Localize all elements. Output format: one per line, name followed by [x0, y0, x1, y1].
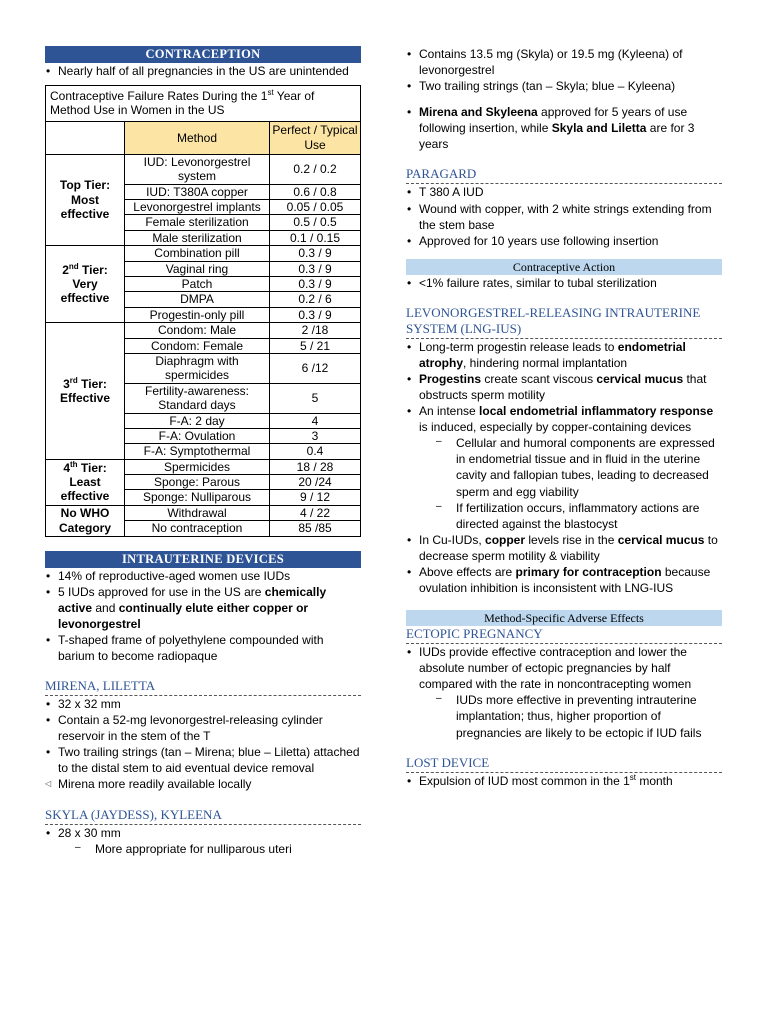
method-cell: Sponge: Nulliparous: [125, 490, 270, 505]
list-item: • In Cu-IUDs, copper levels rise in the cervical mucus to decrease sperm motility & viability: [406, 532, 722, 564]
method-cell: Female sterilization: [125, 215, 270, 230]
intro-list: [45, 63, 361, 79]
mirena-subheading: MIRENA, LILETTA: [45, 678, 361, 696]
list-item: • <1% failure rates, similar to tubal sterilization: [406, 275, 722, 291]
rate-cell: 4 / 22: [270, 505, 361, 520]
rate-cell: 0.2 / 0.2: [270, 154, 361, 184]
list-item: • 32 x 32 mm: [45, 696, 361, 712]
rate-cell: 6 /12: [270, 353, 361, 383]
tier-label: 3rd Tier: Effective: [46, 323, 125, 460]
paragard-list: [406, 184, 722, 248]
list-item: • IUDs provide effective contraception and lower the absolute number of ectopic pregnancies by half compared with the rate in noncontracepting women: [406, 644, 722, 692]
list-item: • Two trailing strings (tan – Skyla; blue – Kyleena): [406, 78, 722, 94]
rate-cell: 0.3 / 9: [270, 261, 361, 276]
list-item: • T 380 A IUD: [406, 184, 722, 200]
rate-cell: 0.05 / 0.05: [270, 200, 361, 215]
list-item: • Contains 13.5 mg (Skyla) or 19.5 mg (Kyleena) of levonorgestrel: [406, 46, 722, 78]
list-item: – IUDs more effective in preventing intrauterine implantation; thus, higher proportion of pregnancies are likely to be ectopic if IUD fails: [406, 692, 722, 740]
rate-cell: 0.3 / 9: [270, 307, 361, 322]
list-item: • Two trailing strings (tan – Mirena; blue – Liletta) attached to the distal stem to aid eventual device removal: [45, 744, 361, 776]
rate-cell: 2 /18: [270, 323, 361, 338]
method-cell: IUD: T380A copper: [125, 184, 270, 199]
method-cell: F-A: 2 day: [125, 413, 270, 428]
method-cell: F-A: Symptothermal: [125, 444, 270, 459]
rate-cell: 0.3 / 9: [270, 246, 361, 261]
rate-cell: 5 / 21: [270, 338, 361, 353]
list-item: • 28 x 30 mm: [45, 825, 361, 841]
method-cell: Fertility-awareness: Standard days: [125, 383, 270, 413]
paragard-subheading: PARAGARD: [406, 166, 722, 184]
tier-label: Top Tier: Most effective: [46, 154, 125, 245]
approval-list: [406, 104, 722, 152]
method-cell: No contraception: [125, 521, 270, 536]
action-list: [406, 275, 722, 291]
list-item: • T-shaped frame of polyethylene compounded with barium to become radiopaque: [45, 632, 361, 664]
lng-list: [406, 339, 722, 596]
list-item: • 14% of reproductive-aged women use IUDs: [45, 568, 361, 584]
lost-device-subheading: LOST DEVICE: [406, 755, 722, 773]
ectopic-sublist: [406, 692, 722, 740]
rate-cell: 0.2 / 6: [270, 292, 361, 307]
table-corner: [46, 121, 125, 154]
list-item: • Approved for 10 years use following insertion: [406, 233, 722, 249]
iud-header: INTRAUTERINE DEVICES: [45, 551, 361, 568]
method-cell: Male sterilization: [125, 230, 270, 245]
left-column: [45, 46, 361, 857]
method-cell: Sponge: Parous: [125, 475, 270, 490]
rate-cell: 0.1 / 0.15: [270, 230, 361, 245]
method-cell: Combination pill: [125, 246, 270, 261]
skyla-continued-list: [406, 46, 722, 94]
list-item: – Cellular and humoral components are expressed in endometrial tissue and in fluid in the uterine cavity and fallopian tubes, leading to decreased sperm and egg viability: [406, 435, 722, 499]
inflammation-sublist: [406, 435, 722, 531]
method-cell: F-A: Ovulation: [125, 428, 270, 443]
rate-cell: 0.5 / 0.5: [270, 215, 361, 230]
list-item: • Mirena and Skyleena approved for 5 years of use following insertion, while Skyla and Liletta are for 3 years: [406, 104, 722, 152]
rate-cell: 3: [270, 428, 361, 443]
rate-cell: 20 /24: [270, 475, 361, 490]
method-cell: Levonorgestrel implants: [125, 200, 270, 215]
table-caption: Contraceptive Failure Rates During the 1st Year of Method Use in Women in the US: [46, 86, 361, 122]
method-column-header: Method: [125, 121, 270, 154]
method-cell: Progestin-only pill: [125, 307, 270, 322]
list-item: • Contain a 52-mg levonorgestrel-releasing cylinder reservoir in the stem of the T: [45, 712, 361, 744]
failure-rates-table: [45, 85, 361, 537]
rate-cell: 0.3 / 9: [270, 276, 361, 291]
list-item: • 5 IUDs approved for use in the US are chemically active and continually elute either copper or levonorgestrel: [45, 584, 361, 632]
list-item: • Wound with copper, with 2 white strings extending from the stem base: [406, 201, 722, 233]
list-item: • Above effects are primary for contraception because ovulation inhibition is inconsistent with LNG-IUS: [406, 564, 722, 596]
list-item: – More appropriate for nulliparous uteri: [45, 841, 361, 857]
list-item: • An intense local endometrial inflammatory response is induced, especially by copper-containing devices – Cellular and humoral components are expressed in endometrial tissue and in fluid in the uterine cavity and fallopian tubes, leading to decreased sperm and egg viability – If fertilization occurs, inflammatory actions are directed against the blastocyst: [406, 403, 722, 532]
method-cell: Condom: Female: [125, 338, 270, 353]
list-item: • Nearly half of all pregnancies in the US are unintended: [45, 63, 361, 79]
method-cell: Patch: [125, 276, 270, 291]
method-cell: Vaginal ring: [125, 261, 270, 276]
lost-device-list: [406, 773, 722, 789]
contraception-header: CONTRACEPTION: [45, 46, 361, 63]
iud-list: [45, 568, 361, 664]
list-item: • Long-term progestin release leads to endometrial atrophy, hindering normal implantation: [406, 339, 722, 371]
ectopic-list: [406, 644, 722, 692]
adverse-effects-header: Method-Specific Adverse Effects: [406, 610, 722, 626]
rate-cell: 4: [270, 413, 361, 428]
rate-column-header: Perfect / Typical Use: [270, 121, 361, 154]
rate-cell: 5: [270, 383, 361, 413]
list-item: • Expulsion of IUD most common in the 1st month: [406, 773, 722, 789]
method-cell: Condom: Male: [125, 323, 270, 338]
tier-label: No WHO Category: [46, 505, 125, 536]
ectopic-subheading: ECTOPIC PREGNANCY: [406, 626, 722, 644]
mirena-list: [45, 696, 361, 792]
method-cell: DMPA: [125, 292, 270, 307]
right-column: [406, 46, 722, 789]
skyla-list: [45, 825, 361, 841]
method-cell: Spermicides: [125, 459, 270, 474]
method-cell: Withdrawal: [125, 505, 270, 520]
lng-ius-subheading: LEVONORGESTREL-RELEASING INTRAUTERINE SYSTEM (LNG-IUS): [406, 305, 722, 339]
list-item: ◁ Mirena more readily available locally: [45, 776, 361, 792]
list-item: – If fertilization occurs, inflammatory actions are directed against the blastocyst: [406, 500, 722, 532]
contraceptive-action-header: Contraceptive Action: [406, 259, 722, 275]
rate-cell: 85 /85: [270, 521, 361, 536]
list-item: • Progestins create scant viscous cervical mucus that obstructs sperm motility: [406, 371, 722, 403]
rate-cell: 9 / 12: [270, 490, 361, 505]
rate-cell: 0.6 / 0.8: [270, 184, 361, 199]
tier-label: 2nd Tier: Very effective: [46, 246, 125, 323]
tier-label: 4th Tier: Least effective: [46, 459, 125, 505]
rate-cell: 0.4: [270, 444, 361, 459]
method-cell: IUD: Levonorgestrel system: [125, 154, 270, 184]
method-cell: Diaphragm with spermicides: [125, 353, 270, 383]
skyla-sublist: [45, 841, 361, 857]
rate-cell: 18 / 28: [270, 459, 361, 474]
skyla-subheading: SKYLA (JAYDESS), KYLEENA: [45, 807, 361, 825]
